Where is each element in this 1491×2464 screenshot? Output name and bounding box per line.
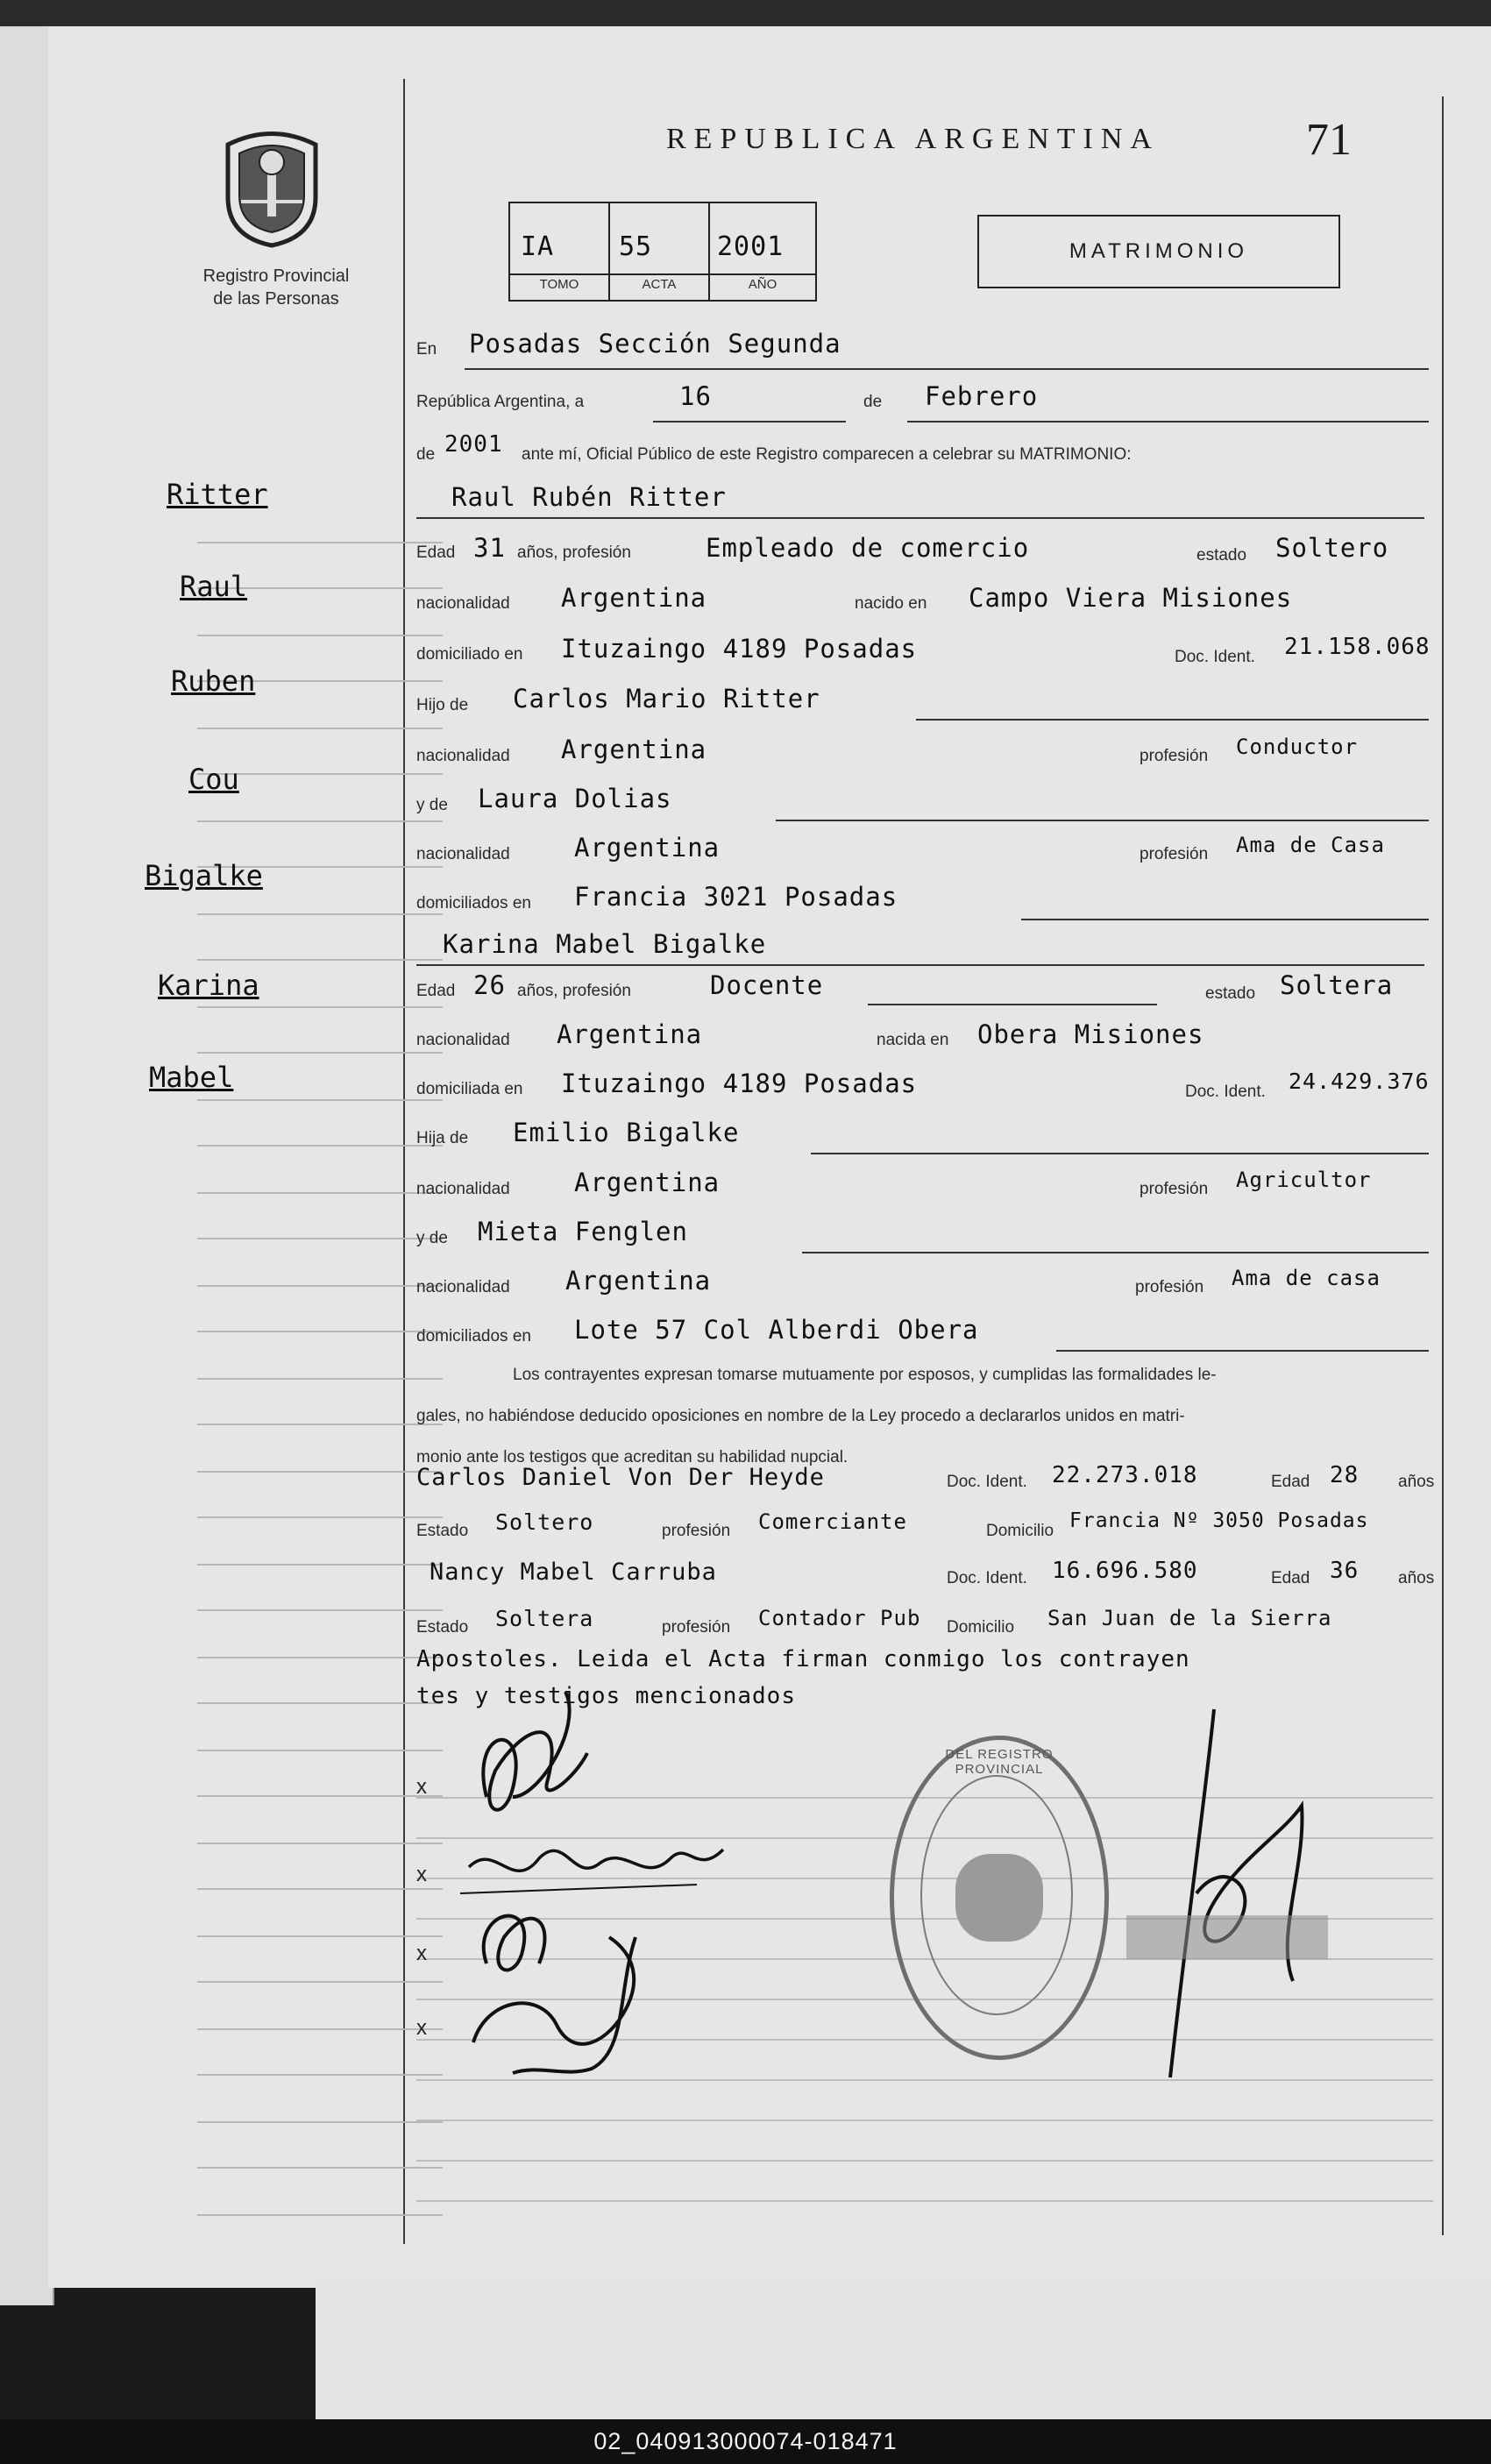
bride-father-prof-label: profesión — [1140, 1180, 1209, 1198]
acta-value: 55 — [619, 231, 653, 262]
right-border-line — [1442, 96, 1444, 2235]
bride-parents-addr-label: domiciliados en — [416, 1327, 531, 1346]
groom-profession: Empleado de comercio — [706, 533, 1030, 563]
witness1-profesion-label: profesión — [662, 1522, 731, 1540]
marriage-day: 16 — [679, 381, 712, 411]
officer-seal-block — [1126, 1915, 1328, 1959]
groom-nationality: Argentina — [561, 583, 707, 613]
witness2-edad-label: Edad — [1271, 1569, 1310, 1587]
acta-label: ACTA — [642, 277, 677, 292]
margin-conjunction: Cou — [188, 763, 239, 796]
bride-edad-label: Edad — [416, 982, 456, 1000]
declaration-line-1: Los contrayentes expresan tomarse mutuamente por esposos, y cumplidas las formalidades le- — [513, 1366, 1217, 1384]
witness1-name: Carlos Daniel Von Der Heyde — [416, 1464, 825, 1491]
bride-father-nat-label: nacionalidad — [416, 1180, 510, 1198]
groom-nationality-label: nacionalidad — [416, 594, 510, 613]
bride-nacida-label: nacida en — [877, 1031, 949, 1049]
official-stamp — [890, 1736, 1109, 2060]
officer-signature-graphic — [1153, 1692, 1345, 2086]
closing-line-1: Apostoles. Leida el Acta firman conmigo los contrayen — [416, 1646, 1190, 1672]
register-page — [48, 26, 1491, 2288]
groom-doc-label: Doc. Ident. — [1175, 648, 1255, 666]
declaration-line-2: gales, no habiéndose deducido oposiciones en nombre de la Ley procedo a declararlos unidos en matri- — [416, 1407, 1185, 1425]
groom-mother: Laura Dolias — [478, 784, 672, 813]
groom-father-profession: Conductor — [1236, 735, 1359, 759]
groom-parents-address: Francia 3021 Posadas — [574, 882, 898, 912]
bride-mother-prof-label: profesión — [1135, 1278, 1204, 1296]
groom-address: Ituzaingo 4189 Posadas — [561, 634, 918, 664]
year-label: AÑO — [748, 277, 777, 292]
bride-nationality: Argentina — [557, 1019, 703, 1049]
signature-mark-1: x — [416, 1775, 427, 1799]
bride-address: Ituzaingo 4189 Posadas — [561, 1069, 918, 1098]
bride-mother-nat-label: nacionalidad — [416, 1278, 510, 1296]
bride-father: Emilio Bigalke — [513, 1118, 740, 1147]
registry-line-1: Registro Provincial — [202, 266, 350, 286]
groom-nacido-label: nacido en — [855, 594, 927, 613]
groom-profesion-label: años, profesión — [517, 543, 631, 562]
groom-mother-nat-label: nacionalidad — [416, 845, 510, 863]
groom-birthplace: Campo Viera Misiones — [969, 583, 1293, 613]
groom-domicilio-label: domiciliado en — [416, 645, 523, 664]
republica-label: República Argentina, a — [416, 393, 585, 411]
margin-surname-bride: Bigalke — [145, 859, 263, 892]
groom-edad-label: Edad — [416, 543, 456, 562]
declaration-line-3: monio ante los testigos que acreditan su habilidad nupcial. — [416, 1448, 848, 1466]
bride-civil-state: Soltera — [1280, 970, 1394, 1000]
witness1-address: Francia Nº 3050 Posadas — [1069, 1509, 1369, 1532]
witness1-doc-label: Doc. Ident. — [947, 1473, 1027, 1491]
previous-page-edge — [0, 26, 54, 2305]
stamp-text: DEL REGISTRO PROVINCIAL — [945, 1747, 1054, 1777]
witness1-age: 28 — [1330, 1462, 1360, 1488]
groom-mother-label: y de — [416, 796, 448, 814]
signature-mark-3: x — [416, 1942, 427, 1965]
bride-father-profession: Agricultor — [1236, 1168, 1372, 1192]
groom-mother-prof-label: profesión — [1140, 845, 1209, 863]
witness2-address: San Juan de la Sierra — [1047, 1606, 1332, 1630]
margin-name-groom-2: Ruben — [171, 664, 256, 698]
witness2-anos-label: años — [1398, 1569, 1435, 1587]
margin-name-bride-1: Karina — [158, 969, 259, 1002]
witness1-anos-label: años — [1398, 1473, 1435, 1491]
marriage-month: Febrero — [925, 381, 1039, 411]
witness2-doc-label: Doc. Ident. — [947, 1569, 1027, 1587]
bride-nationality-label: nacionalidad — [416, 1031, 510, 1049]
bride-domicilio-label: domiciliada en — [416, 1080, 523, 1098]
witness2-profesion-label: profesión — [662, 1618, 731, 1637]
document-type-box: MATRIMONIO — [977, 215, 1340, 288]
signature-mark-2: x — [416, 1863, 427, 1886]
bride-parents-address: Lote 57 Col Alberdi Obera — [574, 1315, 979, 1345]
groom-age: 31 — [473, 533, 506, 563]
margin-surname-groom: Ritter — [167, 478, 268, 511]
signatures-graphic — [434, 1674, 767, 2086]
witness2-name: Nancy Mabel Carruba — [430, 1559, 717, 1586]
witness1-edad-label: Edad — [1271, 1473, 1310, 1491]
groom-hijo-label: Hijo de — [416, 696, 469, 714]
bride-mother: Mieta Fenglen — [478, 1217, 688, 1246]
margin-name-bride-2: Mabel — [149, 1061, 234, 1094]
witness1-estado-label: Estado — [416, 1522, 469, 1540]
groom-father-prof-label: profesión — [1140, 747, 1209, 765]
bride-father-nationality: Argentina — [574, 1168, 721, 1197]
tomo-label: TOMO — [539, 277, 579, 292]
provincial-coat-of-arms-icon — [215, 127, 329, 250]
bride-age: 26 — [473, 970, 506, 1000]
registry-line-2: de las Personas — [213, 289, 339, 309]
page-number: 71 — [1306, 115, 1352, 165]
bride-mother-profession: Ama de casa — [1232, 1266, 1381, 1290]
de-year-label: de — [416, 445, 436, 464]
groom-civil-state: Soltero — [1275, 533, 1389, 563]
appearance-statement: ante mí, Oficial Público de este Registro comparecen a celebrar su MATRIMONIO: — [522, 445, 1132, 464]
tomo-value: IA — [521, 231, 555, 262]
bride-birthplace: Obera Misiones — [977, 1019, 1204, 1049]
witness1-civil-state: Soltero — [495, 1509, 594, 1535]
witness2-age: 36 — [1330, 1558, 1360, 1584]
margin-column-line — [403, 79, 405, 2244]
reference-table — [508, 202, 817, 302]
de-label: de — [863, 393, 883, 411]
groom-parents-addr-label: domiciliados en — [416, 894, 531, 912]
bride-profesion-label: años, profesión — [517, 982, 631, 1000]
groom-name: Raul Rubén Ritter — [451, 482, 727, 512]
margin-name-groom-1: Raul — [180, 570, 248, 603]
marriage-place: Posadas Sección Segunda — [469, 329, 841, 359]
witness2-doc-id: 16.696.580 — [1052, 1558, 1198, 1584]
witness2-profession: Contador Pub — [758, 1606, 921, 1630]
groom-doc-id: 21.158.068 — [1284, 634, 1431, 660]
bride-mother-label: y de — [416, 1229, 448, 1247]
witness2-civil-state: Soltera — [495, 1606, 594, 1631]
scan-reference-code: 02_040913000074-018471 — [0, 2419, 1491, 2464]
groom-father: Carlos Mario Ritter — [513, 684, 820, 714]
declaration-paragraph — [416, 1354, 1433, 1478]
bride-estado-label: estado — [1205, 984, 1256, 1003]
marriage-year: 2001 — [444, 431, 503, 458]
bride-mother-nationality: Argentina — [565, 1266, 712, 1296]
year-value: 2001 — [717, 231, 785, 262]
en-label: En — [416, 340, 437, 359]
country-title: REPUBLICA ARGENTINA — [666, 123, 1160, 155]
bride-name: Karina Mabel Bigalke — [443, 929, 767, 959]
witness2-domicilio-label: Domicilio — [947, 1618, 1015, 1637]
bride-doc-id: 24.429.376 — [1289, 1069, 1430, 1094]
page-below — [316, 2279, 1491, 2419]
signature-mark-4: x — [416, 2016, 427, 2040]
registry-name — [180, 265, 373, 310]
witness1-domicilio-label: Domicilio — [986, 1522, 1054, 1540]
witness1-doc-id: 22.273.018 — [1052, 1462, 1198, 1488]
groom-mother-nationality: Argentina — [574, 833, 721, 863]
bride-doc-label: Doc. Ident. — [1185, 1083, 1266, 1101]
groom-father-nat-label: nacionalidad — [416, 747, 510, 765]
groom-mother-profession: Ama de Casa — [1236, 833, 1385, 857]
bride-hija-label: Hija de — [416, 1129, 469, 1147]
witness1-profession: Comerciante — [758, 1509, 907, 1534]
witness2-estado-label: Estado — [416, 1618, 469, 1637]
groom-estado-label: estado — [1196, 546, 1247, 565]
closing-line-2: tes y testigos mencionados — [416, 1683, 796, 1709]
groom-father-nationality: Argentina — [561, 735, 707, 764]
bride-profession: Docente — [710, 970, 824, 1000]
